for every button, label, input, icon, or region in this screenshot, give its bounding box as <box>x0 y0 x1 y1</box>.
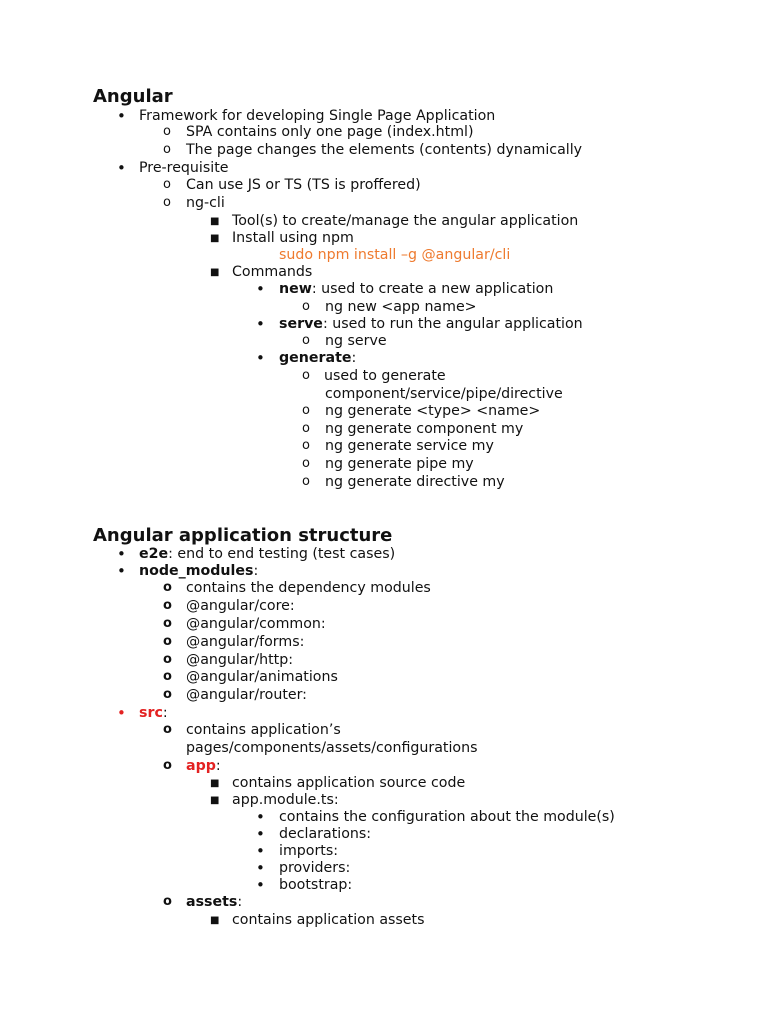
list-item-text: : end to end testing (test cases) <box>168 546 396 562</box>
list-item-text: ng generate <type> <name> <box>325 403 541 419</box>
structure-term: src <box>139 705 163 721</box>
bullet-disc-icon: • <box>117 159 126 177</box>
list-item-text: @angular/core: <box>186 598 295 614</box>
bullet-disc-icon: • <box>256 876 265 894</box>
bullet-disc-icon: • <box>117 704 126 722</box>
bullet-circle-icon: o <box>163 758 172 773</box>
structure-term: app <box>186 758 216 774</box>
list-item-text: : <box>215 758 221 774</box>
bullet-circle-icon: o <box>163 669 172 684</box>
bullet-disc-icon: • <box>256 808 265 826</box>
command-term: new <box>279 281 312 297</box>
list-item-text: component/service/pipe/directive <box>325 386 563 402</box>
list-item-text: Install using npm <box>232 230 354 246</box>
list-item-text: providers: <box>279 860 351 876</box>
command-term: serve <box>279 316 323 332</box>
list-item-text: imports: <box>279 843 339 859</box>
list-item-text: contains the configuration about the module(s) <box>279 809 615 825</box>
list-item-text: ng generate component my <box>325 421 524 437</box>
structure-term: assets <box>186 894 238 910</box>
list-item-text: Commands <box>232 264 313 280</box>
bullet-circle-icon: o <box>302 333 310 348</box>
list-item-text: @angular/animations <box>186 669 338 685</box>
bullet-circle-icon: o <box>163 580 172 595</box>
bullet-square-icon: ■ <box>210 267 220 278</box>
list-item-text: contains application’s <box>186 722 341 738</box>
list-item-text: : used to run the angular application <box>322 316 583 332</box>
bullet-circle-icon: o <box>163 634 172 649</box>
list-item-text: @angular/forms: <box>186 634 305 650</box>
list-item-text: @angular/router: <box>186 687 307 703</box>
list-item-text: Tool(s) to create/manage the angular application <box>232 213 579 229</box>
list-item-text: used to generate <box>324 368 446 384</box>
command-text: sudo npm install –g @angular/cli <box>279 247 511 263</box>
structure-term: e2e <box>139 546 169 562</box>
bullet-disc-icon: • <box>256 859 265 877</box>
bullet-square-icon: ■ <box>210 216 220 227</box>
bullet-square-icon: ■ <box>210 233 220 244</box>
list-item-text: Pre-requisite <box>139 160 229 176</box>
list-item-text: bootstrap: <box>279 877 353 893</box>
structure-term: node_modules <box>139 563 254 579</box>
list-item-text: : <box>351 350 357 366</box>
list-item-text: @angular/http: <box>186 652 294 668</box>
bullet-circle-icon: o <box>302 474 310 489</box>
list-item-text: ng generate directive my <box>325 474 505 490</box>
list-item-text: ng serve <box>325 333 387 349</box>
bullet-circle-icon: o <box>302 438 310 453</box>
list-item-text: Framework for developing Single Page Application <box>139 108 496 124</box>
bullet-circle-icon: o <box>163 177 171 192</box>
list-item-text: The page changes the elements (contents) dynamically <box>186 142 583 158</box>
bullet-circle-icon: o <box>163 894 172 909</box>
bullet-disc-icon: • <box>256 280 265 298</box>
bullet-circle-icon: o <box>302 456 310 471</box>
list-item-text: : <box>162 705 168 721</box>
list-item-text: ng new <app name> <box>325 299 477 315</box>
section-heading-structure: Angular application structure <box>93 525 393 546</box>
list-item-text: : used to create a new application <box>311 281 554 297</box>
bullet-disc-icon: • <box>256 349 265 367</box>
bullet-square-icon: ■ <box>210 778 220 789</box>
list-item-text: SPA contains only one page (index.html) <box>186 124 474 140</box>
bullet-circle-icon: o <box>302 299 310 314</box>
list-item-text: contains the dependency modules <box>186 580 431 596</box>
command-term: generate <box>279 350 352 366</box>
list-item-text: contains application source code <box>232 775 466 791</box>
bullet-disc-icon: • <box>256 315 265 333</box>
list-item-text: ng-cli <box>186 195 225 211</box>
list-item-text: app.module.ts: <box>232 792 339 808</box>
section-heading-angular: Angular <box>93 86 173 107</box>
list-item-text: pages/components/assets/configurations <box>186 740 478 756</box>
bullet-circle-icon: o <box>302 403 310 418</box>
bullet-circle-icon: o <box>163 722 172 737</box>
list-item-text: : <box>253 563 259 579</box>
bullet-disc-icon: • <box>256 825 265 843</box>
bullet-disc-icon: • <box>117 107 126 125</box>
bullet-circle-icon: o <box>163 687 172 702</box>
bullet-circle-icon: o <box>163 652 172 667</box>
bullet-square-icon: ■ <box>210 795 220 806</box>
list-item-text: : <box>237 894 243 910</box>
bullet-circle-icon: o <box>163 124 171 139</box>
bullet-circle-icon: o <box>163 142 171 157</box>
bullet-circle-icon: o <box>302 368 310 383</box>
bullet-disc-icon: • <box>117 562 126 580</box>
bullet-circle-icon: o <box>302 421 310 436</box>
list-item-text: Can use JS or TS (TS is proffered) <box>186 177 421 193</box>
bullet-circle-icon: o <box>163 616 172 631</box>
list-item-text: ng generate pipe my <box>325 456 474 472</box>
list-item-text: declarations: <box>279 826 372 842</box>
bullet-circle-icon: o <box>163 598 172 613</box>
list-item-text: @angular/common: <box>186 616 326 632</box>
bullet-circle-icon: o <box>163 195 171 210</box>
bullet-disc-icon: • <box>256 842 265 860</box>
bullet-square-icon: ■ <box>210 915 220 926</box>
bullet-disc-icon: • <box>117 545 126 563</box>
list-item-text: ng generate service my <box>325 438 494 454</box>
list-item-text: contains application assets <box>232 912 425 928</box>
